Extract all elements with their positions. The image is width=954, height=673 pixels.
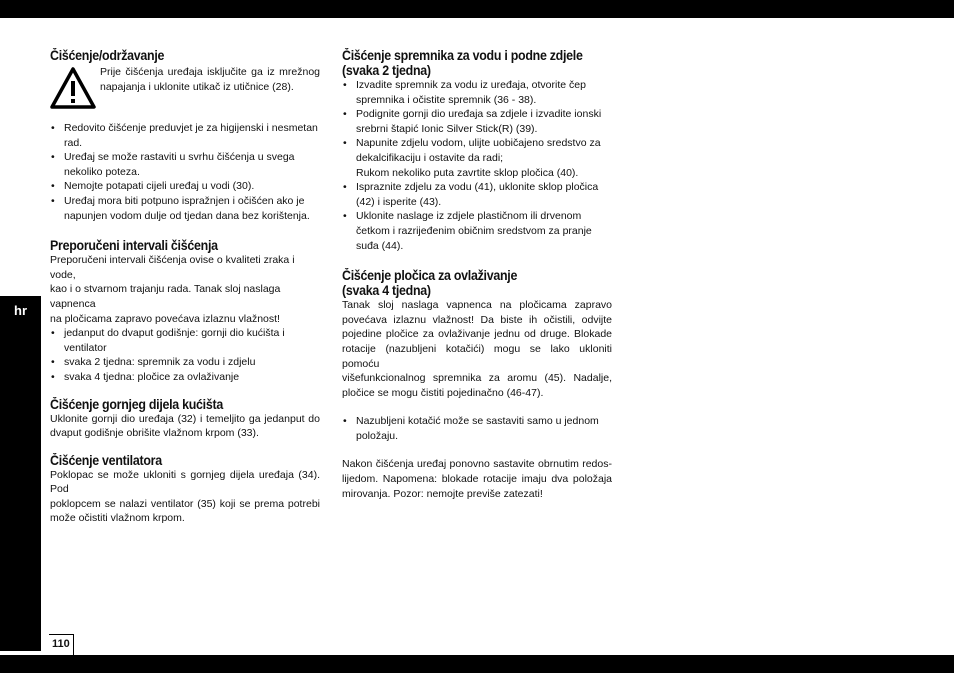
warning-triangle-icon <box>50 67 96 109</box>
cleaning-heading: Čišćenje/održavanje <box>50 48 165 63</box>
list-item: • Izvadite spremnik za vodu iz uređaja, otvorite čep spremnika i očistite spremnik (36 - 38). <box>342 78 612 107</box>
closing-text: Nakon čišćenja uređaj ponovno sastavite obrnutim redos- lijedom. Napomena: blokade rotacije imaju dva položaja mirovanja. Pozor: nemojte previše zatezati! <box>342 458 612 500</box>
housing-text: Uklonite gornji dio uređaja (32) i temeljito ga jedanput do dvaput godišnje obrišite vlažnom krpom (33). <box>50 412 320 440</box>
list-item: • Podignite gornji dio uređaja sa zdjele i izvadite ionski srebrni štapić Ionic Silver Stick(R) (39). <box>342 107 612 136</box>
left-column <box>50 48 320 526</box>
warning-block <box>50 65 320 121</box>
language-tab-label: hr <box>14 303 27 318</box>
right-column <box>342 48 612 501</box>
intervals-heading: Preporučeni intervali čišćenja <box>50 238 218 254</box>
list-item: • Uređaj se može rastaviti u svrhu čišćenja u svega nekoliko poteza. <box>50 150 320 179</box>
intervals-text: Preporučeni intervali čišćenja ovise o kvaliteti zraka i vode, kao i o stvarnom trajanju rada. Tanak sloj naslaga vapnenca na pločicama zapravo povećava izlaznu vlažnost! <box>50 254 295 325</box>
list-item: • Redovito čišćenje preduvjet je za higijenski i nesmetan rad. <box>50 121 320 150</box>
list-item: • svaka 4 tjedna: pločice za ovlaživanje <box>50 370 320 385</box>
warning-text: Prije čišćenja uređaja isključite ga iz mrežnog napajanja i uklonite utikač iz utičnice (28). <box>100 66 320 93</box>
cleaning-bullet-list <box>50 121 320 223</box>
list-item: • Nazubljeni kotačić može se sastaviti samo u jednom položaju. <box>342 414 612 443</box>
housing-heading: Čišćenje gornjeg dijela kućišta <box>50 396 223 412</box>
top-black-bar <box>0 0 954 18</box>
page-number: 110 <box>52 638 70 650</box>
list-item: • Napunite zdjelu vodom, ulijte uobičajeno sredstvo za dekalcifikaciju i ostavite da radi; Rukom nekoliko puta zavrtite sklop pločica (40). <box>342 136 612 180</box>
plates-text: Tanak sloj naslaga vapnenca na pločicama zapravo povećava izlaznu vlažnost! Da biste ih očistili, odvijte pojedine pločice za ovlaživanje jednu od druge. Blokade rotacije (nazubljeni kotačići) mogu se lako ukloniti pomoću višefunkcionalnog spremnika za aromu (45). Nadalje, pločice se mogu čistiti pojedinačno (46-47). <box>342 299 612 399</box>
list-item: • Ispraznite zdjelu za vodu (41), uklonite sklop pločica (42) i isperite (43). <box>342 180 612 209</box>
plates-heading: Čišćenje pločica za ovlaživanje (svaka 4 tjedna) <box>342 268 518 299</box>
tank-bullet-list <box>342 78 612 253</box>
list-item: • svaka 2 tjedna: spremnik za vodu i zdjelu <box>50 355 320 370</box>
list-item: • Uklonite naslage iz zdjele plastičnom ili drvenom četkom i razrijeđenim običnim sredstvom za pranje suđa (44). <box>342 209 612 253</box>
list-item: • jedanput do dvaput godišnje: gornji dio kućišta i ventilator <box>50 326 320 355</box>
fan-text: Poklopac se može ukloniti s gornjeg dijela uređaja (34). Pod poklopcem se nalazi ventilator (35) koji se prema potrebi može očistiti vlažnom krpom. <box>50 468 320 525</box>
plates-bullet-list <box>342 414 612 443</box>
tank-heading: Čišćenje spremnika za vodu i podne zdjele (svaka 2 tjedna) <box>342 48 583 78</box>
intervals-bullet-list <box>50 326 320 384</box>
list-item: • Uređaj mora biti potpuno ispražnjen i očišćen ako je napunjen vodom dulje od tjedan dana bez korištenja. <box>50 194 320 223</box>
language-side-tab <box>0 296 41 651</box>
list-item: • Nemojte potapati cijeli uređaj u vodi (30). <box>50 179 320 194</box>
fan-heading: Čišćenje ventilatora <box>50 452 162 468</box>
bottom-black-bar <box>0 655 954 673</box>
